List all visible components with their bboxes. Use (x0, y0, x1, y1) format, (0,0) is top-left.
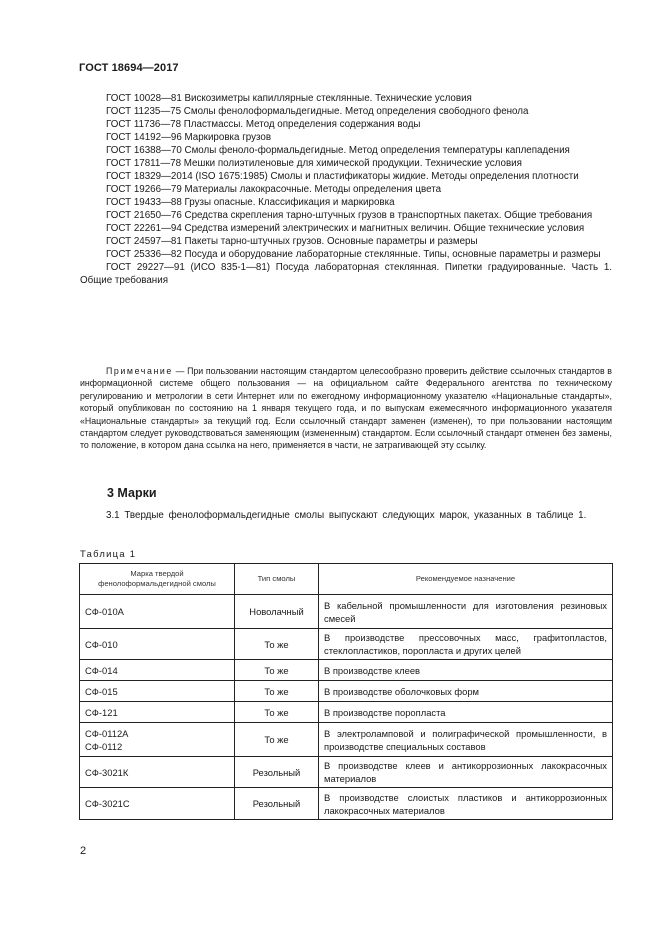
grade-name: СФ-0112 (85, 740, 123, 752)
cell-grade (80, 788, 235, 820)
page-number: 2 (80, 845, 87, 857)
table-row (80, 629, 613, 660)
reference-item: ГОСТ 19266—79 Материалы лакокрасочные. Методы определения цвета (106, 184, 442, 195)
paragraph-3-1: 3.1 Твердые фенолоформальдегидные смолы выпускают следующих марок, указанных в таблице 1. (106, 510, 587, 521)
reference-item: ГОСТ 17811—78 Мешки полиэтиленовые для химической продукции. Технические условия (106, 158, 522, 169)
table-row (80, 723, 613, 757)
cell-grade (80, 757, 235, 788)
note-label: Примечание (106, 366, 173, 376)
cell-purpose: В производстве оболочковых форм (319, 681, 613, 702)
reference-item: ГОСТ 21650—76 Средства скрепления тарно-штучных грузов в транспортных пакетах. Общие требования (106, 210, 593, 221)
table-row (80, 595, 613, 629)
header-type: Тип смолы (235, 564, 319, 595)
normative-references (80, 92, 612, 287)
reference-item: ГОСТ 19433—88 Грузы опасные. Классификация и маркировка (106, 197, 395, 208)
section-title: 3 Марки (107, 486, 157, 500)
grade-name: СФ-121 (85, 706, 118, 718)
reference-item: ГОСТ 14192—96 Маркировка грузов (106, 132, 272, 143)
cell-type: То же (235, 660, 319, 681)
reference-item: ГОСТ 22261—94 Средства измерений электрических и магнитных величин. Общие технические условия (106, 223, 585, 234)
reference-item: ГОСТ 10028—81 Вискозиметры капиллярные стеклянные. Технические условия (106, 93, 472, 104)
cell-type: То же (235, 681, 319, 702)
grade-name: СФ-010 (85, 638, 118, 650)
cell-type: Резольный (235, 788, 319, 820)
grade-name: СФ-015 (85, 685, 118, 697)
cell-purpose: В производстве прессовочных масс, графитопластов, стеклопластиков, поропласта и других целей (319, 629, 613, 660)
grade-name: СФ-3021С (85, 798, 130, 809)
cell-purpose: В производстве поропласта (319, 702, 613, 723)
cell-grade (80, 595, 235, 629)
table-row (80, 757, 613, 788)
table-caption: Таблица 1 (80, 548, 137, 559)
grade-name: СФ-014 (85, 664, 118, 676)
reference-item: ГОСТ 24597—81 Пакеты тарно-штучных грузов. Основные параметры и размеры (106, 236, 478, 247)
cell-grade (80, 702, 235, 723)
grades-table (79, 563, 613, 820)
table-row (80, 788, 613, 820)
cell-grade (80, 681, 235, 702)
header-purpose: Рекомендуемое назначение (319, 564, 613, 595)
note-block (80, 365, 612, 452)
reference-item: ГОСТ 29227—91 (ИСО 835-1—81) Посуда лабораторная стеклянная. Пипетки градуированные. Часть 1. Общие требования (80, 262, 612, 286)
cell-type: Резольный (235, 757, 319, 788)
cell-type: То же (235, 702, 319, 723)
grade-name: СФ-010А (85, 606, 124, 617)
note-text: — При пользовании настоящим стандартом целесообразно проверить действие ссылочных стандартов в информационной системе общего пользования — на официальном сайте Федерального агентства по техническому регулированию и метрологии в сети Интернет или по ежегодному информационному указателю «Национальные стандарты», который опубликован по состоянию на 1 января текущего года, и по выпускам ежемесячного информационного указателя «Национальные стандарты» за текущий год. Если ссылочный стандарт заменен (изменен), то при пользовании настоящим стандартом следует руководствоваться заменяющим (измененным) стандартом. Если ссылочный стандарт отменен без замены, то положение, в котором дана ссылка на него, применяется в части, не затрагивающей эту ссылку. (80, 366, 612, 451)
header-grade: Марка твердой фенолоформальдегидной смолы (80, 564, 235, 595)
table-header-row (80, 564, 613, 595)
reference-item: ГОСТ 11235—75 Смолы фенолоформальдегидные. Метод определения свободного фенола (106, 106, 529, 117)
cell-purpose: В производстве клеев и антикоррозионных лакокрасочных материалов (319, 757, 613, 788)
grade-name: СФ-3021К (85, 766, 129, 778)
cell-grade (80, 723, 235, 757)
cell-purpose: В кабельной промышленности для изготовления резиновых смесей (319, 595, 613, 629)
document-header: ГОСТ 18694—2017 (79, 62, 179, 74)
cell-type: Новолачный (235, 595, 319, 629)
reference-item: ГОСТ 11736—78 Пластмассы. Метод определения содержания воды (106, 119, 421, 130)
reference-item: ГОСТ 25336—82 Посуда и оборудование лабораторные стеклянные. Типы, основные параметры и размеры (106, 249, 601, 260)
reference-item: ГОСТ 18329—2014 (ISO 1675:1985) Смолы и пластификаторы жидкие. Методы определения плотности (106, 171, 579, 182)
table-row (80, 681, 613, 702)
cell-type: То же (235, 723, 319, 757)
cell-purpose: В производстве клеев (319, 660, 613, 681)
grade-name: СФ-0112А (85, 727, 129, 739)
cell-purpose: В производстве слоистых пластиков и антикоррозионных лакокрасочных материалов (319, 788, 613, 820)
cell-grade (80, 660, 235, 681)
cell-grade (80, 629, 235, 660)
table-row (80, 660, 613, 681)
cell-type: То же (235, 629, 319, 660)
reference-item: ГОСТ 16388—70 Смолы феноло-формальдегидные. Метод определения температуры каплепадения (106, 145, 570, 156)
table-row (80, 702, 613, 723)
cell-purpose: В электроламповой и полиграфической промышленности, в производстве специальных составов (319, 723, 613, 757)
